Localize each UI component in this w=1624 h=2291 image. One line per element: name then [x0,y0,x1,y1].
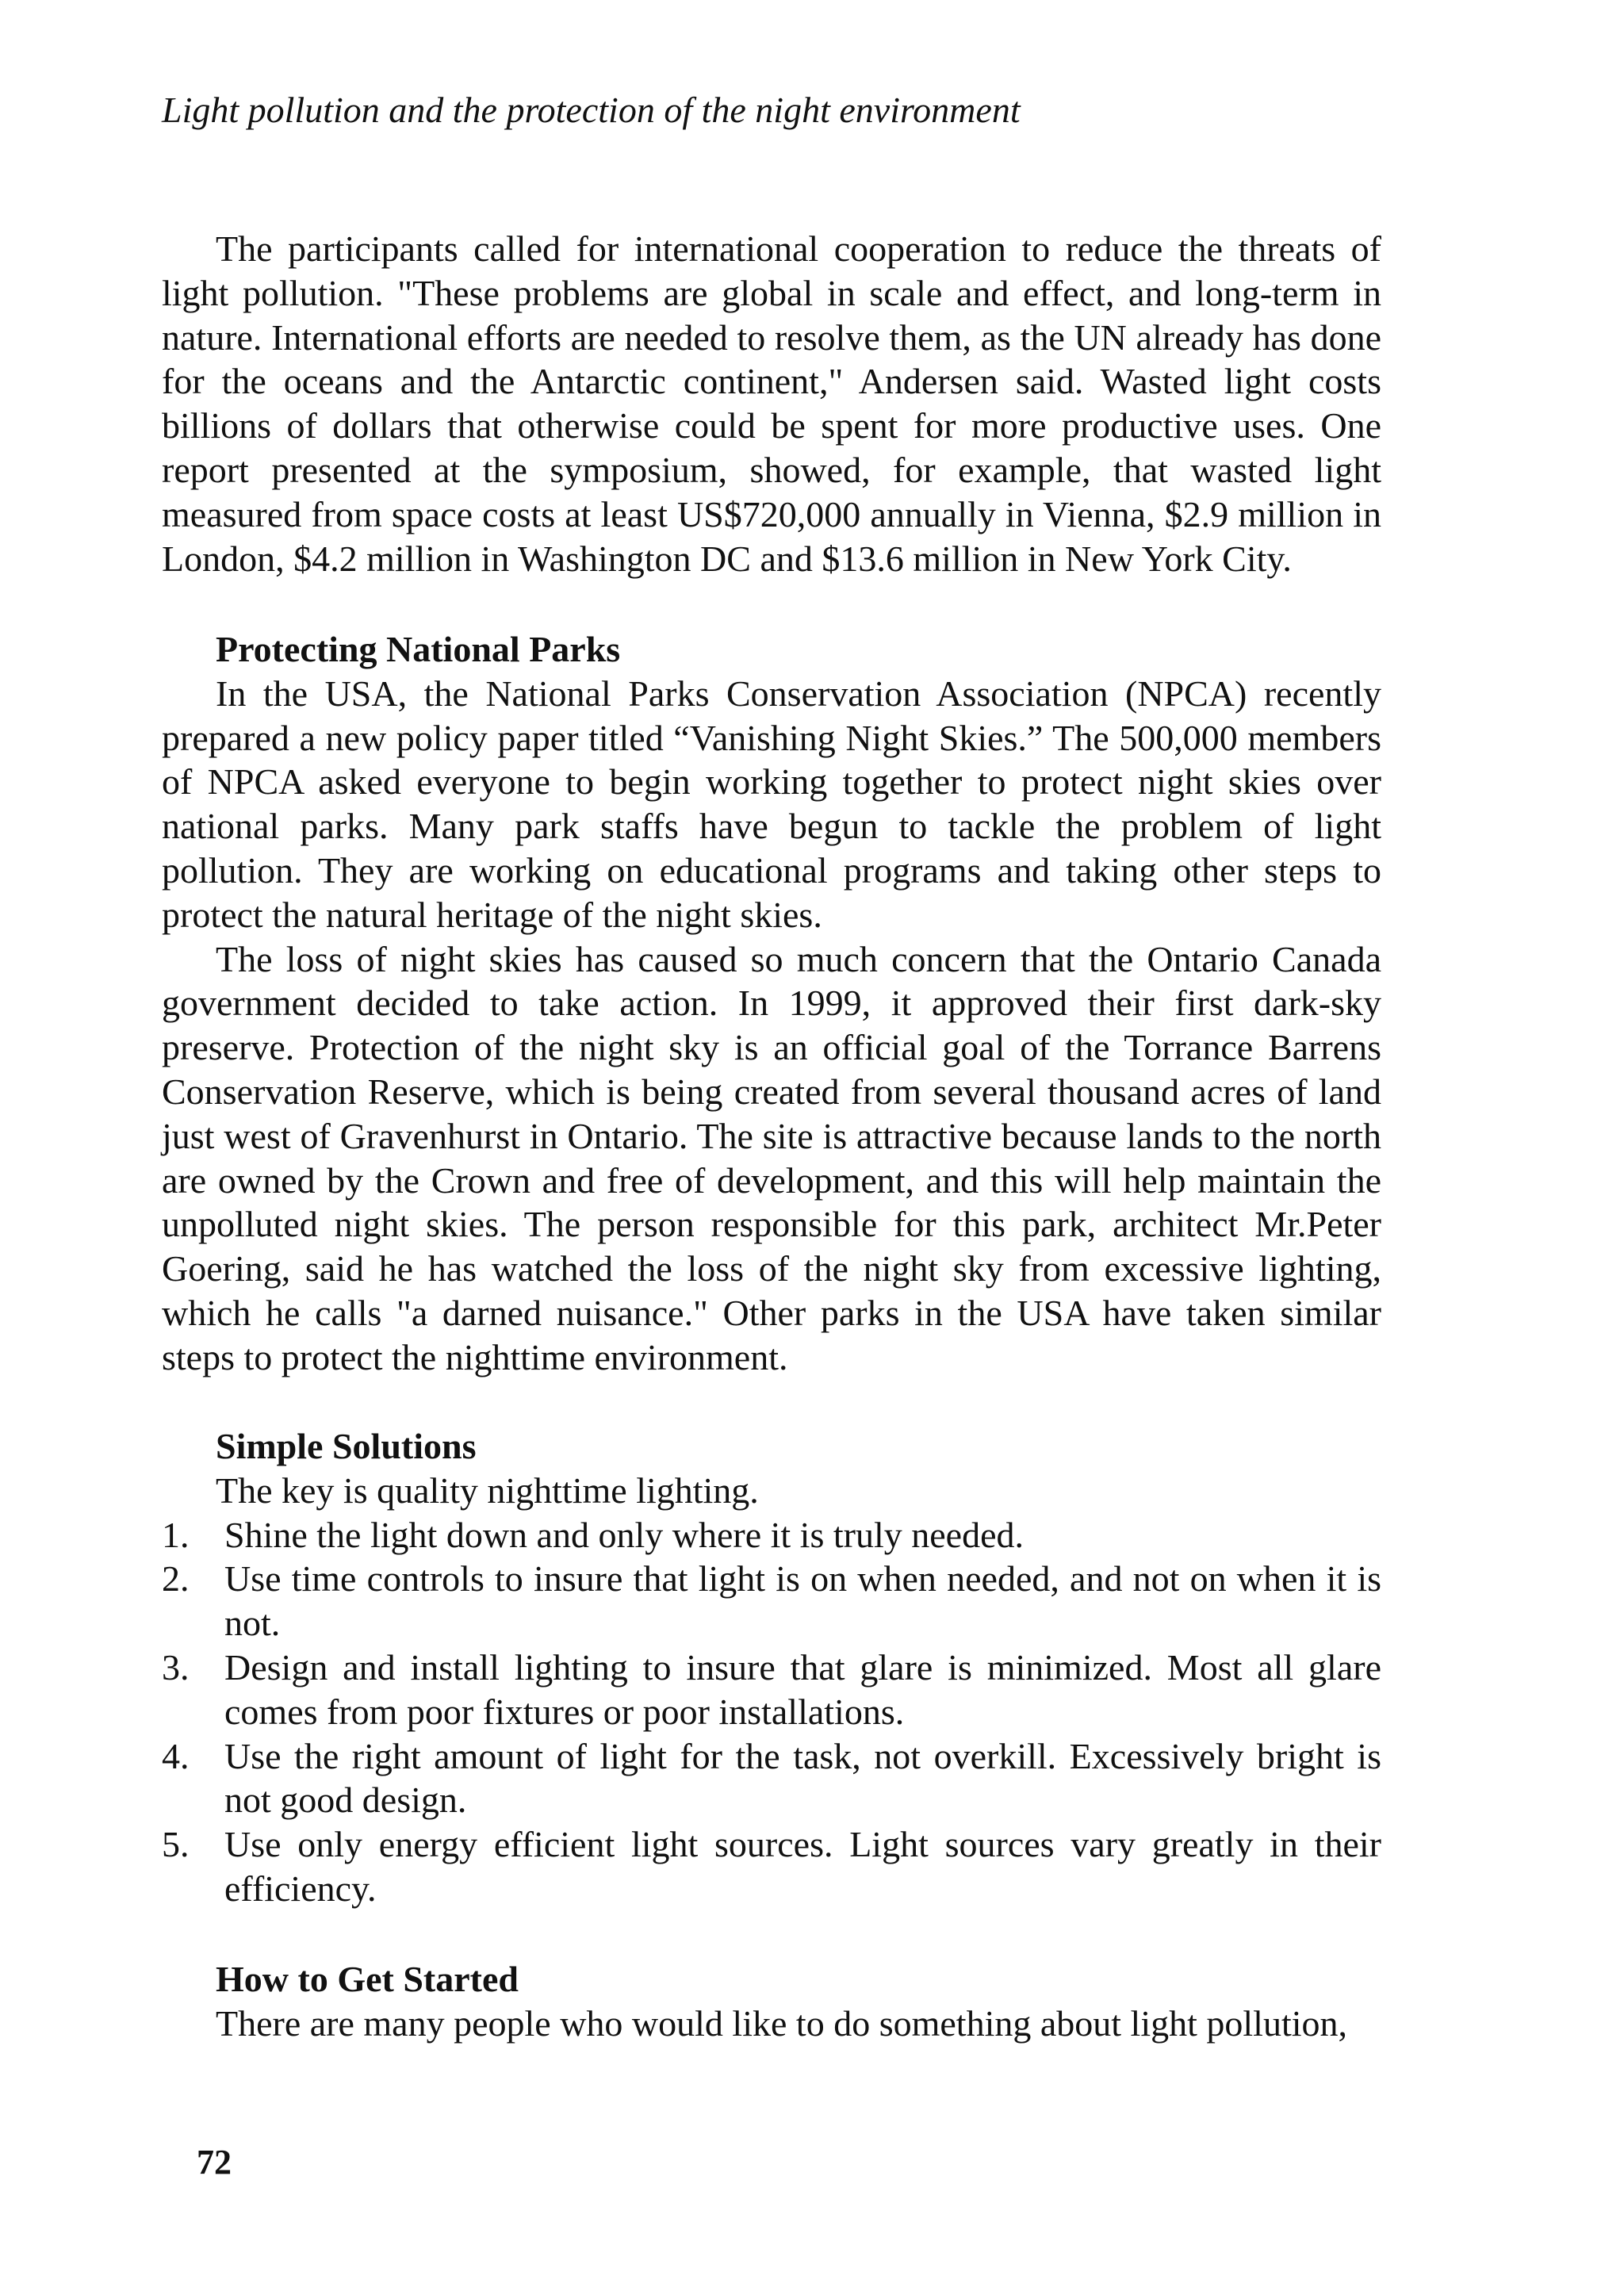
solutions-section [162,1424,1381,1911]
intro-paragraph: The participants called for international cooperation to reduce the threats of light pollution. "These problems are global in scale and effect, and long-term in nature. International efforts are needed to resolve them, as the UN already has done for the oceans and the Antarctic continent," Andersen said. Wasted light costs billions of dollars that otherwise could be spent for more productive uses. One report presented at the symposium, showed, for example, that wasted light measured from space costs at least US$720,000 annually in Vienna, $2.9 million in London, $4.2 million in Washington DC and $13.6 million in New York City. [162,228,1381,579]
intro-section [162,227,1381,580]
getting-started-text: There are many people who would like to do something about light pollution, [216,2002,1348,2044]
list-item-number: 2. [162,1558,190,1599]
list-item-number: 3. [162,1646,190,1688]
list-item-text: Design and install lighting to insure that glare is minimized. Most all glare comes from poor fixtures or poor installations. [224,1646,1381,1732]
parks-paragraph-1: In the USA, the National Parks Conservation Association (NPCA) recently prepared a new policy paper titled “Vanishing Night Skies.” The 500,000 members of NPCA asked everyone to begin working together to protect night skies over national parks. Many park staffs have begun to tackle the problem of light pollution. They are working on educational programs and taking other steps to protect the natural heritage of the night skies. [162,672,1381,935]
list-item [162,1513,1381,1557]
solutions-list [162,1513,1381,1911]
list-item-text: Use only energy efficient light sources. Light sources vary greatly in their efficiency. [224,1824,1381,1909]
solutions-lead: The key is quality nighttime lighting. [216,1469,759,1511]
running-head: Light pollution and the protection of the night environment [162,90,1021,130]
list-item-text: Shine the light down and only where it is truly needed. [224,1514,1024,1555]
list-item [162,1645,1381,1734]
list-item-number: 5. [162,1824,190,1865]
parks-section [162,627,1381,1380]
getting-started-section [162,1957,1381,2046]
page-number: 72 [197,2143,232,2182]
list-item-number: 4. [162,1735,190,1776]
parks-paragraph-2: The loss of night skies has caused so much concern that the Ontario Canada government decided to take action. In 1999, it approved their first dark-sky preserve. Protection of the night sky is an official goal of the Torrance Barrens Conservation Reserve, which is being created from several thousand acres of land just west of Gravenhurst in Ontario. The site is attractive because lands to the north are owned by the Crown and free of development, and this will help maintain the unpolluted night skies. The person responsible for this park, architect Mr.Peter Goering, said he has watched the loss of the night sky from excessive lighting, which he calls "a darned nuisance." Other parks in the USA have taken similar steps to protect the nighttime environment. [162,938,1381,1377]
list-item [162,1557,1381,1645]
parks-heading: Protecting National Parks [216,629,621,669]
list-item-text: Use the right amount of light for the task, not overkill. Excessively bright is not good design. [224,1735,1381,1821]
list-item [162,1822,1381,1911]
list-item-number: 1. [162,1514,190,1555]
list-item [162,1734,1381,1823]
list-item-text: Use time controls to insure that light is on when needed, and not on when it is not. [224,1558,1381,1644]
solutions-heading: Simple Solutions [216,1426,477,1466]
getting-started-heading: How to Get Started [216,1959,519,1999]
